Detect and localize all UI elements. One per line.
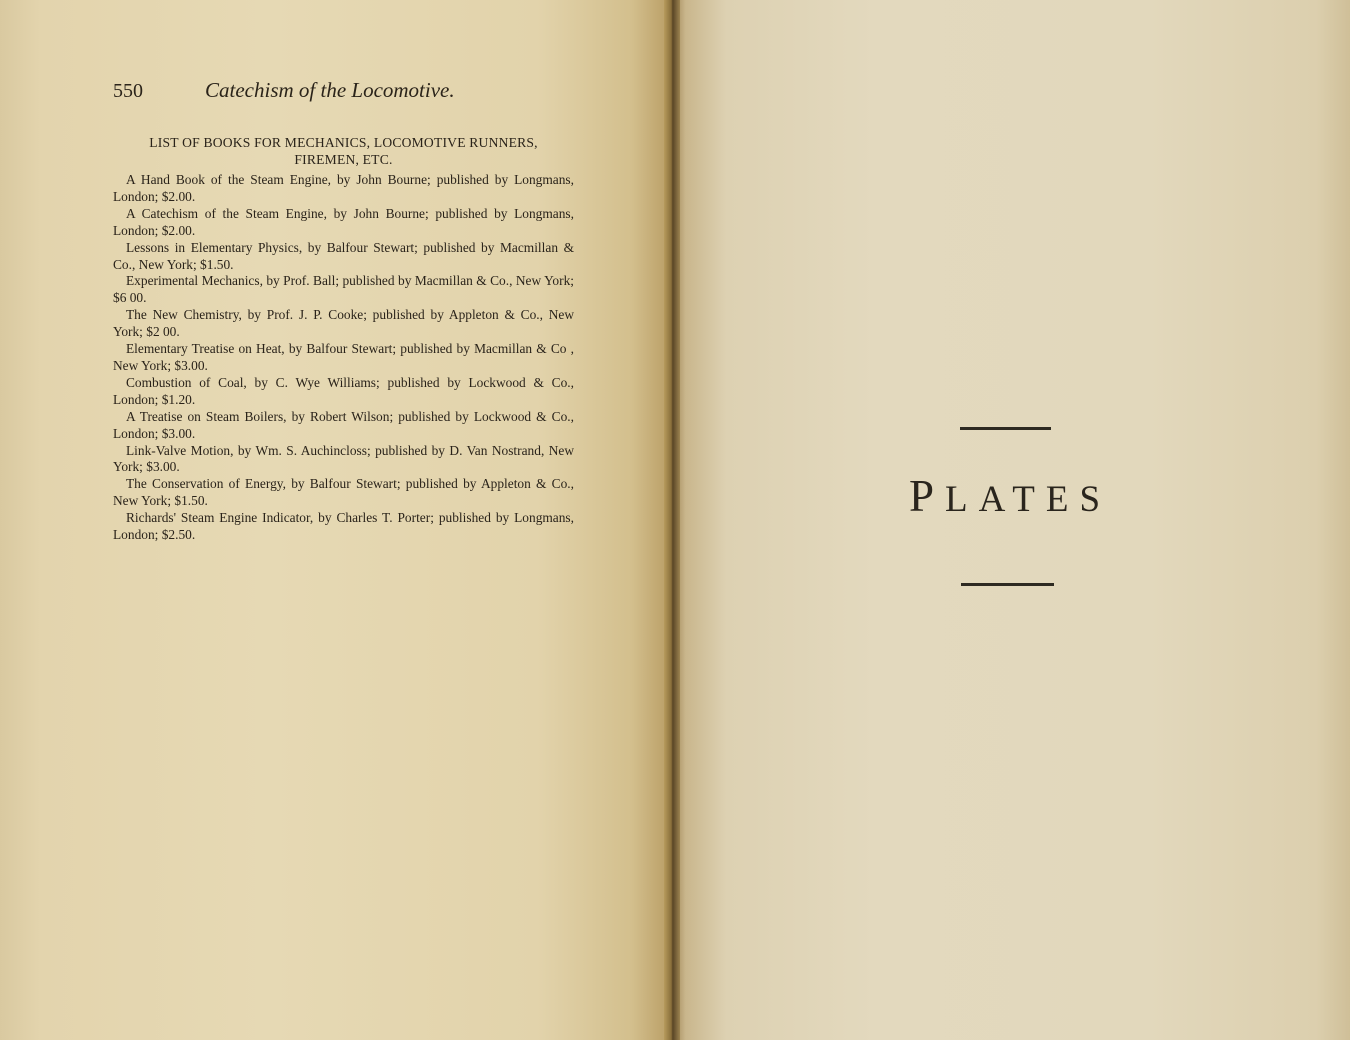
book-entry: The New Chemistry, by Prof. J. P. Cooke; published by Appleton & Co., New York; $2 00. [113, 307, 574, 340]
book-entry: Combustion of Coal, by C. Wye Williams; published by Lockwood & Co., London; $1.20. [113, 374, 574, 407]
book-list-section [113, 134, 574, 544]
book-entry: Experimental Mechanics, by Prof. Ball; published by Macmillan & Co., New York; $6 00. [113, 273, 574, 306]
book-list [113, 172, 574, 544]
section-heading [113, 134, 574, 168]
section-heading-line-1: LIST OF BOOKS FOR MECHANICS, LOCOMOTIVE RUNNERS, [149, 135, 538, 150]
right-page [672, 0, 1350, 1040]
plates-title-initial: P [908, 471, 946, 521]
book-gutter [664, 0, 680, 1040]
section-heading-line-2: FIREMEN, ETC. [294, 152, 393, 167]
running-head [113, 78, 583, 103]
book-entry: Richards' Steam Engine Indicator, by Charles T. Porter; published by Longmans, London; $2.50. [113, 510, 574, 543]
left-page [0, 0, 672, 1040]
book-entry: A Treatise on Steam Boilers, by Robert Wilson; published by Lockwood & Co., London; $3.00. [113, 408, 574, 441]
book-entry: A Hand Book of the Steam Engine, by John Bourne; published by Longmans, London; $2.00. [113, 172, 574, 204]
plates-title-rest: LATES [945, 479, 1112, 520]
book-entry: Elementary Treatise on Heat, by Balfour Stewart; published by Macmillan & Co , New York; $3.00. [113, 341, 574, 373]
running-title: Catechism of the Locomotive. [205, 78, 455, 102]
bottom-rule [961, 583, 1054, 586]
plates-title [860, 470, 1160, 522]
book-entry: Link-Valve Motion, by Wm. S. Auchincloss; published by D. Van Nostrand, New York; $3.00. [113, 442, 574, 475]
book-entry: A Catechism of the Steam Engine, by John Bourne; published by Longmans, London; $2.00. [113, 205, 574, 238]
book-entry: Lessons in Elementary Physics, by Balfour Stewart; published by Macmillan & Co., New York; $1.50. [113, 239, 574, 272]
book-entry: The Conservation of Energy, by Balfour Stewart; published by Appleton & Co., New York; $1.50. [113, 476, 574, 509]
page-number: 550 [113, 80, 143, 102]
top-rule [960, 427, 1051, 430]
